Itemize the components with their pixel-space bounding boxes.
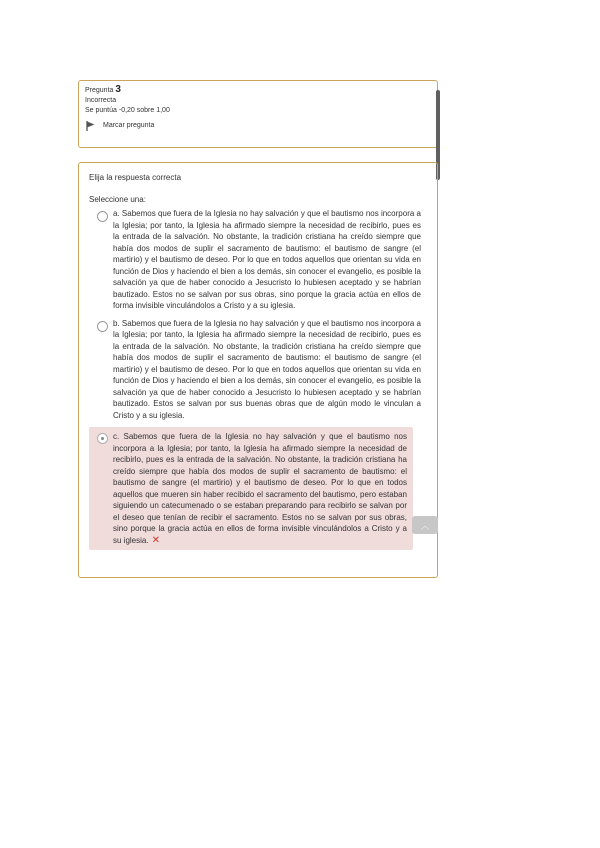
answer-option-a[interactable] (89, 208, 427, 312)
answer-option-c[interactable] (89, 427, 413, 550)
question-number: 3 (115, 84, 121, 95)
question-title (85, 85, 431, 96)
answer-option-a-text: a. Sabemos que fuera de la Iglesia no hay salvación y que el bautismo nos incorpora a la Iglesia; por tanto, la Iglesia ha afirmado siempre la necesidad de recibirlo, pues es la entrada de la salvación. No obstante, la tradición cristiana ha creído siempre que había dos modos de suplir el sacramento de bautismo: el bautismo de sangre (el martirio) y el bautismo de deseo. Por lo que en todos aquellos que orientan su vida en función de Dios y haciendo el bien a los demás, sin conocer el evangelio, es posible la salvación ya que de haber conocido a Jesucristo lo hubiesen aceptado y se habrían bautizado. Estos no se salvan por sus obras, sino porque la gracia actúa en ellos de forma invisible vinculándolos a Cristo y a su iglesia. (113, 209, 421, 310)
flag-question-button[interactable] (85, 120, 431, 132)
flag-icon (85, 120, 97, 132)
question-score: Se puntúa -0,20 sobre 1,00 (85, 107, 170, 114)
incorrect-x-icon: ✕ (151, 534, 160, 546)
flag-question-label: Marcar pregunta (103, 122, 155, 129)
radio-button-b[interactable] (97, 321, 108, 332)
answer-option-c-text: c. Sabemos que fuera de la Iglesia no hay salvación y que el bautismo nos incorpora a la Iglesia; por tanto, la Iglesia ha afirmado siempre la necesidad de recibirlo, pues es la entrada de la salvación. No obstante, la tradición cristiana ha creído siempre que había dos modos de suplir el sacramento de bautismo: el bautismo de sangre (el martirio) y el bautismo de deseo. Por lo que en todos aquellos que mueren sin haber recibido el sacramento del bautismo, pero estaban siguiendo un catecumenado o se estaban preparando para recibirlo se salvan por el deseo que tenían de recibir el sacramento. Estos no se salvan por sus obras, sino porque la gracia actúa en ellos de forma invisible vinculándolos a Cristo y a su iglesia. (113, 432, 407, 545)
chevron-up-icon: ︿ (420, 520, 430, 531)
question-content-card (78, 162, 438, 578)
radio-button-a[interactable] (97, 211, 108, 222)
back-to-top-button[interactable] (412, 516, 438, 534)
select-one-label: Seleccione una: (89, 194, 146, 204)
question-label: Pregunta (85, 87, 114, 94)
answer-option-b[interactable] (89, 318, 427, 422)
answer-option-c-body (113, 431, 413, 546)
answer-option-b-text: b. Sabemos que fuera de la Iglesia no hay salvación y que el bautismo nos incorpora a la Iglesia; por tanto, la Iglesia ha afirmado siempre la necesidad de recibirlo, pues es la entrada de la salvación. No obstante, la tradición cristiana ha creído siempre que había dos modos de suplir el sacramento de bautismo: el bautismo de sangre (el martirio) y el bautismo de deseo. Por lo que en todos aquellos que orientan su vida en función de Dios y haciendo el bien a los demás, sin conocer el evangelio, es posible la salvación ya que de haber conocido a Jesucristo lo hubiesen aceptado y se habrían bautizado. Estos se salvan por sus buenas obras que de algún modo le vinculan a Cristo y a su iglesia. (113, 318, 421, 420)
radio-button-c-selected[interactable] (97, 433, 108, 444)
question-status: Incorrecta (85, 97, 117, 104)
question-info-card (78, 80, 438, 148)
question-prompt: Elija la respuesta correcta (89, 173, 182, 182)
